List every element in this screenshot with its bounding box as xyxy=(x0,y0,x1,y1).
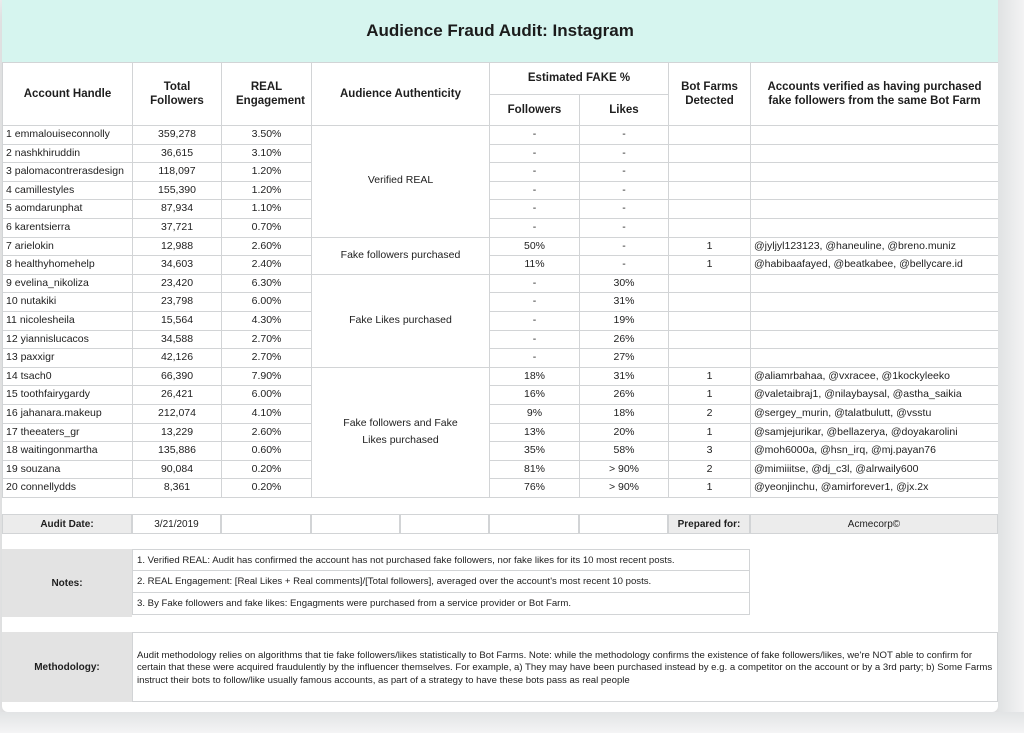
table-row xyxy=(3,423,999,442)
engagement-cell: 0.20% xyxy=(222,460,312,479)
engagement-cell: 6.00% xyxy=(222,386,312,405)
bot-farms-cell: 1 xyxy=(669,237,751,256)
engagement-cell: 4.30% xyxy=(222,311,312,330)
bot-farms-cell: 1 xyxy=(669,256,751,275)
bot-farms-cell xyxy=(669,126,751,145)
fake-likes-cell: - xyxy=(580,237,669,256)
verified-accounts-cell xyxy=(751,330,999,349)
fake-followers-cell: - xyxy=(490,293,580,312)
table-row xyxy=(3,237,999,256)
fake-likes-cell: 19% xyxy=(580,311,669,330)
table-row xyxy=(3,274,999,293)
table-row xyxy=(3,126,999,145)
table-row xyxy=(3,218,999,237)
bot-farms-cell: 1 xyxy=(669,386,751,405)
methodology-label: Methodology: xyxy=(2,632,132,702)
total-followers-cell: 155,390 xyxy=(133,181,222,200)
engagement-cell: 1.20% xyxy=(222,181,312,200)
header-verified-accounts: Accounts verified as having purchased fake followers from the same Bot Farm xyxy=(751,63,999,126)
fake-followers-cell: 13% xyxy=(490,423,580,442)
total-followers-cell: 135,886 xyxy=(133,442,222,461)
account-handle-cell: 5 aomdarunphat xyxy=(3,200,133,219)
table-row xyxy=(3,330,999,349)
table-row xyxy=(3,256,999,275)
fake-likes-cell: 26% xyxy=(580,386,669,405)
verified-accounts-cell: @yeonjinchu, @amirforever1, @jx.2x xyxy=(751,479,999,498)
empty-cell xyxy=(221,514,311,534)
verified-accounts-cell: @habibaafayed, @beatkabee, @bellycare.id xyxy=(751,256,999,275)
audit-sheet xyxy=(2,0,998,712)
verified-accounts-cell: @mimiiitse, @dj_c3l, @alrwaily600 xyxy=(751,460,999,479)
fake-likes-cell: 31% xyxy=(580,367,669,386)
table-row xyxy=(3,460,999,479)
table-row xyxy=(3,349,999,368)
account-handle-cell: 7 arielokin xyxy=(3,237,133,256)
table-row xyxy=(3,442,999,461)
verified-accounts-cell xyxy=(751,144,999,163)
account-handle-cell: 1 emmalouiseconnolly xyxy=(3,126,133,145)
header-audience-authenticity: Audience Authenticity xyxy=(312,63,490,126)
bot-farms-cell xyxy=(669,144,751,163)
engagement-cell: 2.60% xyxy=(222,423,312,442)
header-account-handle: Account Handle xyxy=(3,63,133,126)
authenticity-group-cell: Fake followers purchased xyxy=(312,237,490,274)
account-handle-cell: 15 toothfairygardy xyxy=(3,386,133,405)
fake-followers-cell: - xyxy=(490,311,580,330)
sheet-title: Audience Fraud Audit: Instagram xyxy=(2,0,998,62)
total-followers-cell: 13,229 xyxy=(133,423,222,442)
table-row xyxy=(3,367,999,386)
verified-accounts-cell xyxy=(751,311,999,330)
verified-accounts-cell: @valetaibraj1, @nilaybaysal, @astha_saikia xyxy=(751,386,999,405)
empty-cell xyxy=(489,514,579,534)
account-handle-cell: 16 jahanara.makeup xyxy=(3,404,133,423)
fake-followers-cell: 81% xyxy=(490,460,580,479)
total-followers-cell: 212,074 xyxy=(133,404,222,423)
fake-followers-cell: - xyxy=(490,330,580,349)
authenticity-group-cell: Fake Likes purchased xyxy=(312,274,490,367)
account-handle-cell: 4 camillestyles xyxy=(3,181,133,200)
fake-likes-cell: - xyxy=(580,181,669,200)
account-handle-cell: 8 healthyhomehelp xyxy=(3,256,133,275)
page-shadow-bottom xyxy=(0,712,1024,733)
fake-likes-cell: - xyxy=(580,200,669,219)
verified-accounts-cell xyxy=(751,181,999,200)
table-row xyxy=(3,479,999,498)
audit-info-row xyxy=(2,514,998,534)
verified-accounts-cell xyxy=(751,274,999,293)
account-handle-cell: 14 tsach0 xyxy=(3,367,133,386)
engagement-cell: 4.10% xyxy=(222,404,312,423)
fake-likes-cell: 26% xyxy=(580,330,669,349)
account-handle-cell: 19 souzana xyxy=(3,460,133,479)
account-handle-cell: 2 nashkhiruddin xyxy=(3,144,133,163)
page-shadow-right xyxy=(998,0,1024,733)
verified-accounts-cell: @moh6000a, @hsn_irq, @mj.payan76 xyxy=(751,442,999,461)
fake-likes-cell: 31% xyxy=(580,293,669,312)
table-row xyxy=(3,311,999,330)
bot-farms-cell xyxy=(669,181,751,200)
authenticity-group-cell: Fake followers and Fake Likes purchased xyxy=(312,367,490,497)
fake-likes-cell: 30% xyxy=(580,274,669,293)
bot-farms-cell xyxy=(669,349,751,368)
engagement-cell: 0.70% xyxy=(222,218,312,237)
account-handle-cell: 20 connellydds xyxy=(3,479,133,498)
engagement-cell: 2.70% xyxy=(222,349,312,368)
bot-farms-cell: 3 xyxy=(669,442,751,461)
fake-followers-cell: 16% xyxy=(490,386,580,405)
table-row xyxy=(3,200,999,219)
engagement-cell: 2.70% xyxy=(222,330,312,349)
prepared-for-value: Acmecorp© xyxy=(750,514,998,534)
verified-accounts-cell xyxy=(751,218,999,237)
table-row xyxy=(3,386,999,405)
header-fake-followers: Followers xyxy=(490,94,580,126)
total-followers-cell: 34,588 xyxy=(133,330,222,349)
total-followers-cell: 36,615 xyxy=(133,144,222,163)
table-row xyxy=(3,181,999,200)
fake-followers-cell: - xyxy=(490,274,580,293)
verified-accounts-cell: @aliamrbahaa, @vxracee, @1kockyleeko xyxy=(751,367,999,386)
verified-accounts-cell: @sergey_murin, @talatbulutt, @vsstu xyxy=(751,404,999,423)
fake-likes-cell: 58% xyxy=(580,442,669,461)
verified-accounts-cell: @jyljyl123123, @haneuline, @breno.muniz xyxy=(751,237,999,256)
fake-followers-cell: 50% xyxy=(490,237,580,256)
table-row xyxy=(3,404,999,423)
verified-accounts-cell xyxy=(751,163,999,182)
bot-farms-cell: 1 xyxy=(669,479,751,498)
fake-likes-cell: 18% xyxy=(580,404,669,423)
total-followers-cell: 34,603 xyxy=(133,256,222,275)
verified-accounts-cell: @samjejurikar, @bellazerya, @doyakarolini xyxy=(751,423,999,442)
account-handle-cell: 9 evelina_nikoliza xyxy=(3,274,133,293)
bot-farms-cell xyxy=(669,163,751,182)
fake-likes-cell: - xyxy=(580,126,669,145)
header-real-engagement: REAL Engagement xyxy=(222,63,312,126)
fake-likes-cell: > 90% xyxy=(580,479,669,498)
engagement-cell: 3.10% xyxy=(222,144,312,163)
account-handle-cell: 6 karentsierra xyxy=(3,218,133,237)
authenticity-group-cell: Verified REAL xyxy=(312,126,490,238)
account-handle-cell: 12 yiannislucacos xyxy=(3,330,133,349)
fake-followers-cell: 9% xyxy=(490,404,580,423)
engagement-cell: 3.50% xyxy=(222,126,312,145)
methodology-text: Audit methodology relies on algorithms that tie fake followers/likes statistically to Bot Farms. Note: while the methodology confirms the existence of fake followers/likes, we're NOT able to confirm for certain that these were acquired fraudulently by the influencer themselves. For example, a) They may have been purchased instead by e.g. a competitor on the account or by a 3rd party; b) Some Farms instruct their bots to follow/like usually famous accounts, as part of a strategy to have these bots pass as real people xyxy=(132,632,998,702)
header-fake-likes: Likes xyxy=(580,94,669,126)
account-handle-cell: 11 nicolesheila xyxy=(3,311,133,330)
bot-farms-cell xyxy=(669,330,751,349)
total-followers-cell: 359,278 xyxy=(133,126,222,145)
fake-followers-cell: - xyxy=(490,163,580,182)
bot-farms-cell xyxy=(669,274,751,293)
fake-likes-cell: - xyxy=(580,144,669,163)
total-followers-cell: 87,934 xyxy=(133,200,222,219)
account-handle-cell: 3 palomacontrerasdesign xyxy=(3,163,133,182)
notes-section xyxy=(2,549,998,617)
table-row xyxy=(3,163,999,182)
prepared-for-label: Prepared for: xyxy=(668,514,750,534)
engagement-cell: 2.40% xyxy=(222,256,312,275)
engagement-cell: 6.00% xyxy=(222,293,312,312)
fake-followers-cell: - xyxy=(490,144,580,163)
total-followers-cell: 15,564 xyxy=(133,311,222,330)
table-row xyxy=(3,293,999,312)
total-followers-cell: 37,721 xyxy=(133,218,222,237)
fake-likes-cell: > 90% xyxy=(580,460,669,479)
empty-cell xyxy=(311,514,400,534)
account-handle-cell: 17 theeaters_gr xyxy=(3,423,133,442)
engagement-cell: 2.60% xyxy=(222,237,312,256)
total-followers-cell: 23,798 xyxy=(133,293,222,312)
note-item: 1. Verified REAL: Audit has confirmed the account has not purchased fake followers, nor fake likes for its 10 most recent posts. xyxy=(132,549,750,571)
account-handle-cell: 10 nutakiki xyxy=(3,293,133,312)
audit-date-value: 3/21/2019 xyxy=(132,514,221,534)
note-item: 2. REAL Engagement: [Real Likes + Real comments]/[Total followers], averaged over the account's most recent 10 posts. xyxy=(132,571,750,593)
audit-table xyxy=(2,62,998,498)
engagement-cell: 1.20% xyxy=(222,163,312,182)
empty-cell xyxy=(579,514,668,534)
bot-farms-cell xyxy=(669,218,751,237)
note-item: 3. By Fake followers and fake likes: Engagments were purchased from a service provider or Bot Farm. xyxy=(132,593,750,615)
fake-followers-cell: 76% xyxy=(490,479,580,498)
engagement-cell: 0.60% xyxy=(222,442,312,461)
bot-farms-cell: 2 xyxy=(669,460,751,479)
verified-accounts-cell xyxy=(751,200,999,219)
notes-label: Notes: xyxy=(2,549,132,617)
fake-likes-cell: - xyxy=(580,256,669,275)
fake-followers-cell: 35% xyxy=(490,442,580,461)
total-followers-cell: 90,084 xyxy=(133,460,222,479)
fake-likes-cell: - xyxy=(580,218,669,237)
fake-likes-cell: 20% xyxy=(580,423,669,442)
total-followers-cell: 23,420 xyxy=(133,274,222,293)
total-followers-cell: 42,126 xyxy=(133,349,222,368)
fake-followers-cell: - xyxy=(490,218,580,237)
fake-followers-cell: 18% xyxy=(490,367,580,386)
bot-farms-cell: 1 xyxy=(669,423,751,442)
engagement-cell: 0.20% xyxy=(222,479,312,498)
fake-likes-cell: 27% xyxy=(580,349,669,368)
total-followers-cell: 66,390 xyxy=(133,367,222,386)
table-row xyxy=(3,144,999,163)
fake-followers-cell: - xyxy=(490,126,580,145)
total-followers-cell: 8,361 xyxy=(133,479,222,498)
fake-followers-cell: - xyxy=(490,181,580,200)
fake-likes-cell: - xyxy=(580,163,669,182)
audit-date-label: Audit Date: xyxy=(2,514,132,534)
engagement-cell: 7.90% xyxy=(222,367,312,386)
verified-accounts-cell xyxy=(751,126,999,145)
header-bot-farms: Bot Farms Detected xyxy=(669,63,751,126)
methodology-section xyxy=(2,632,998,702)
fake-followers-cell: - xyxy=(490,200,580,219)
total-followers-cell: 26,421 xyxy=(133,386,222,405)
header-total-followers: Total Followers xyxy=(133,63,222,126)
engagement-cell: 6.30% xyxy=(222,274,312,293)
account-handle-cell: 18 waitingonmartha xyxy=(3,442,133,461)
fake-followers-cell: 11% xyxy=(490,256,580,275)
fake-followers-cell: - xyxy=(490,349,580,368)
total-followers-cell: 12,988 xyxy=(133,237,222,256)
bot-farms-cell: 2 xyxy=(669,404,751,423)
bot-farms-cell xyxy=(669,200,751,219)
total-followers-cell: 118,097 xyxy=(133,163,222,182)
bot-farms-cell xyxy=(669,293,751,312)
engagement-cell: 1.10% xyxy=(222,200,312,219)
header-estimated-fake: Estimated FAKE % xyxy=(490,63,669,95)
account-handle-cell: 13 paxxigr xyxy=(3,349,133,368)
verified-accounts-cell xyxy=(751,293,999,312)
empty-cell xyxy=(400,514,489,534)
bot-farms-cell xyxy=(669,311,751,330)
bot-farms-cell: 1 xyxy=(669,367,751,386)
verified-accounts-cell xyxy=(751,349,999,368)
